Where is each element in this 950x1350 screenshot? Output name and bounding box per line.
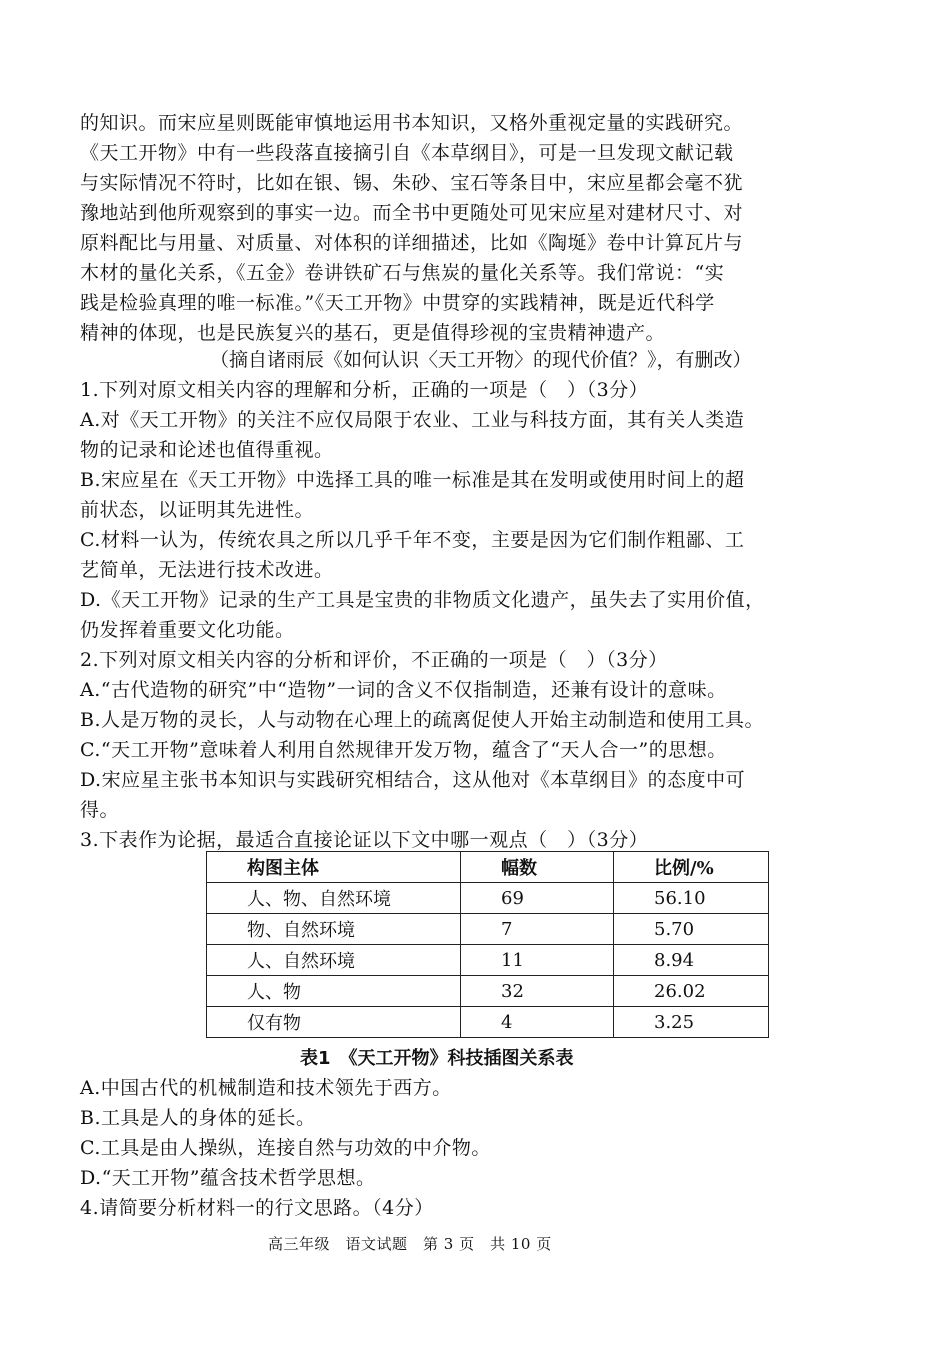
question-line: 前状态，以证明其先进性。 — [80, 499, 315, 521]
question-line: B.人是万物的灵长，人与动物在心理上的疏离促使人开始主动制造和使用工具。 — [80, 709, 765, 731]
passage-line: 豫地站到他所观察到的事实一边。而全书中更随处可见宋应星对建材尺寸、对 — [80, 202, 744, 224]
table-row — [207, 914, 769, 945]
table-cell: 5.70 — [614, 914, 769, 945]
table-cell: 人、物 — [207, 976, 461, 1007]
question-line: 仍发挥着重要文化功能。 — [80, 619, 295, 641]
table-caption: 表1 《天工开物》科技插图关系表 — [300, 1048, 574, 1069]
table-header: 比例/% — [614, 852, 769, 883]
table-header-row — [207, 852, 769, 883]
question-line: C.材料一认为，传统农具之所以几乎千年不变，主要是因为它们制作粗鄙、工 — [80, 529, 745, 551]
passage-line: 《天工开物》中有一些段落直接摘引自《本草纲目》，可是一旦发现文献记载 — [80, 142, 734, 164]
question-line: B.宋应星在《天工开物》中选择工具的唯一标准是其在发明或使用时间上的超 — [80, 469, 745, 491]
questions — [80, 375, 870, 855]
question-line: 得。 — [80, 799, 120, 821]
question-line: A.对《天工开物》的关注不应仅局限于农业、工业与科技方面，其有关人类造 — [80, 409, 745, 431]
question-line: A.“古代造物的研究”中“造物”一词的含义不仅指制造，还兼有设计的意味。 — [80, 679, 727, 701]
table-row — [207, 883, 769, 914]
table-cell: 3.25 — [614, 1007, 769, 1038]
question-line: B.工具是人的身体的延长。 — [80, 1107, 316, 1129]
question-line: 2.下列对原文相关内容的分析和评价，不正确的一项是（ ）（3分） — [80, 649, 668, 671]
passage-line: 木材的量化关系，《五金》卷讲铁矿石与焦炭的量化关系等。我们常说：“实 — [80, 262, 725, 284]
table-cell: 69 — [461, 883, 614, 914]
table-header: 幅数 — [461, 852, 614, 883]
table-cell: 人、物、自然环境 — [207, 883, 461, 914]
question-line: 艺简单，无法进行技术改进。 — [80, 559, 334, 581]
table-cell: 人、自然环境 — [207, 945, 461, 976]
question-line: C.“天工开物”意味着人利用自然规律开发万物，蕴含了“天人合一”的思想。 — [80, 739, 727, 761]
table-row — [207, 976, 769, 1007]
question-line: C.工具是由人操纵，连接自然与功效的中介物。 — [80, 1137, 491, 1159]
table-cell: 32 — [461, 976, 614, 1007]
question-line: A.中国古代的机械制造和技术领先于西方。 — [80, 1077, 452, 1099]
table-cell: 8.94 — [614, 945, 769, 976]
page-footer: 高三年级 语文试题 第 3 页 共 10 页 — [268, 1235, 552, 1253]
table-cell: 仅有物 — [207, 1007, 461, 1038]
question-line: D.《天工开物》记录的生产工具是宝贵的非物质文化遗产，虽失去了实用价值， — [80, 589, 765, 611]
question-line: D.宋应星主张书本知识与实践研究相结合，这从他对《本草纲目》的态度中可 — [80, 769, 746, 791]
table-row — [207, 1007, 769, 1038]
table-cell: 26.02 — [614, 976, 769, 1007]
passage-line: 原料配比与用量、对质量、对体积的详细描述，比如《陶埏》卷中计算瓦片与 — [80, 232, 744, 254]
table-row — [207, 945, 769, 976]
table-cell: 56.10 — [614, 883, 769, 914]
illustration-table — [206, 851, 769, 1038]
table-cell: 4 — [461, 1007, 614, 1038]
question-line: 4.请简要分析材料一的行文思路。（4分） — [80, 1197, 434, 1219]
question-line: D.“天工开物”蕴含技术哲学思想。 — [80, 1167, 376, 1189]
source-citation: （摘自诸雨辰《如何认识〈天工开物〉的现代价值？》，有删改） — [210, 349, 752, 371]
passage-line: 与实际情况不符时，比如在银、锡、朱砂、宝石等条目中，宋应星都会毫不犹 — [80, 172, 744, 194]
table-cell: 11 — [461, 945, 614, 976]
passage-line: 的知识。而宋应星则既能审慎地运用书本知识，又格外重视定量的实践研究。 — [80, 112, 744, 134]
question-line: 物的记录和论述也值得重视。 — [80, 439, 334, 461]
table-cell: 7 — [461, 914, 614, 945]
passage-line: 践是检验真理的唯一标准。”《天工开物》中贯穿的实践精神，既是近代科学 — [80, 292, 715, 314]
table-cell: 物、自然环境 — [207, 914, 461, 945]
question-line: 3.下表作为论据，最适合直接论证以下文中哪一观点（ ）（3分） — [80, 829, 649, 851]
passage-line: 精神的体现，也是民族复兴的基石，更是值得珍视的宝贵精神遗产。 — [80, 322, 666, 344]
question-options — [80, 1073, 870, 1223]
passage — [80, 108, 870, 348]
question-line: 1.下列对原文相关内容的理解和分析，正确的一项是（ ）（3分） — [80, 379, 649, 401]
table-header: 构图主体 — [207, 852, 461, 883]
